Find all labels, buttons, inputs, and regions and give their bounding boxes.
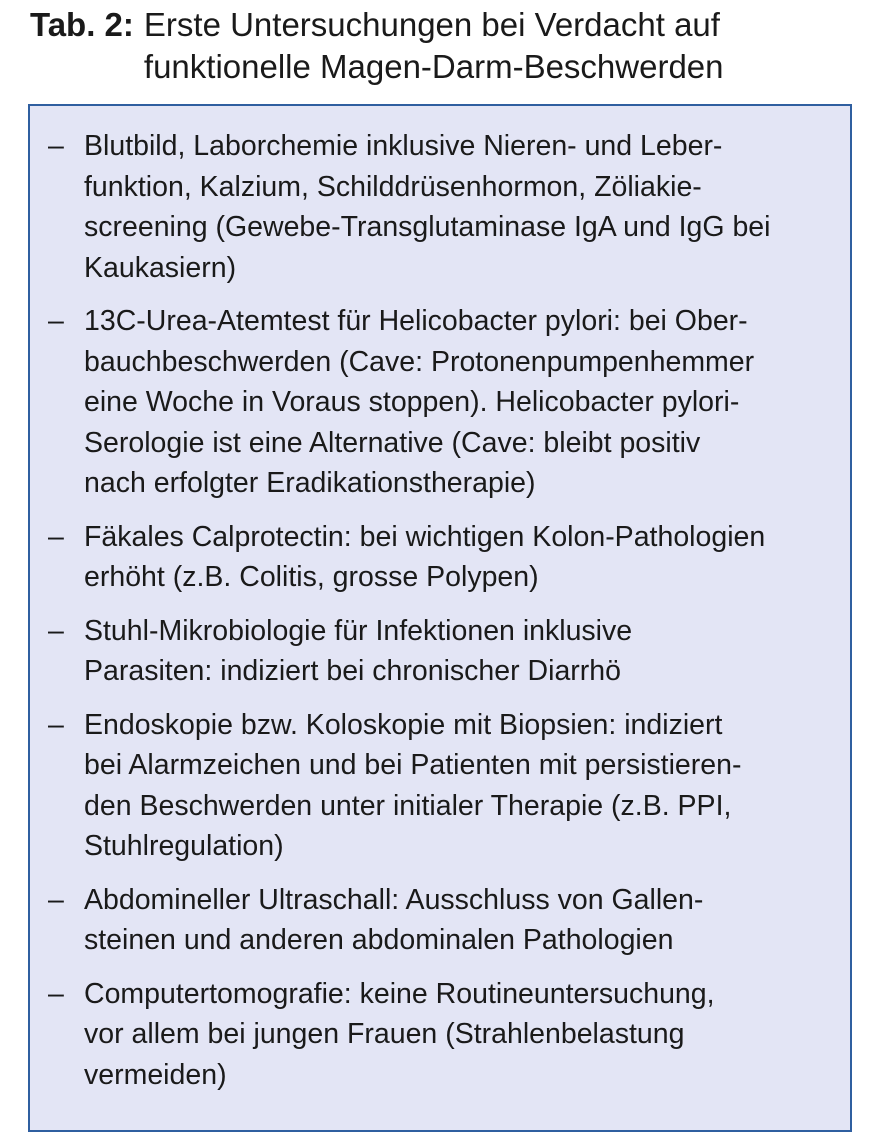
- list-item-text: Abdomineller Ultraschall: Ausschluss von Gallen- steinen und anderen abdominalen Pathologien: [84, 883, 704, 956]
- dash-bullet: –: [48, 305, 64, 337]
- list-item: [48, 126, 836, 288]
- list-item: [48, 705, 836, 867]
- list-item: [48, 880, 836, 961]
- list-item-text: Computertomografie: keine Routineuntersuchung, vor allem bei jungen Frauen (Strahlenbelastung vermeiden): [84, 977, 715, 1091]
- list-item-text: Endoskopie bzw. Koloskopie mit Biopsien: indiziert bei Alarmzeichen und bei Patienten mit persistieren- den Beschwerden unter initialer Therapie (z.B. PPI, Stuhlregulation): [84, 708, 742, 862]
- table-box: [28, 104, 852, 1132]
- list-item-text: Stuhl-Mikrobiologie für Infektionen inklusive Parasiten: indiziert bei chronischer Diarrhö: [84, 614, 633, 687]
- list-item: [48, 517, 836, 598]
- table-title: Erste Untersuchungen bei Verdacht auf funktionelle Magen-Darm-Beschwerden: [143, 6, 724, 85]
- list-item-text: 13C-Urea-Atemtest für Helicobacter pylori: bei Ober- bauchbeschwerden (Cave: Protonenpumpenhemmer eine Woche in Voraus stoppen). Helicobacter pylori- Serologie ist eine Alternative (Cave: bleibt positiv nach erfolgter Eradikationstherapie): [84, 305, 755, 499]
- examination-list: [30, 106, 850, 1095]
- list-item-text: Blutbild, Laborchemie inklusive Nieren- und Leber- funktion, Kalzium, Schilddrüsenhormon, Zöliakie- screening (Gewebe-Transglutaminase IgA und IgG bei Kaukasiern): [84, 130, 771, 284]
- list-item: [48, 301, 836, 504]
- list-item: [48, 611, 836, 692]
- dash-bullet: –: [48, 614, 64, 647]
- dash-bullet: –: [48, 130, 64, 162]
- dash-bullet: –: [48, 883, 64, 916]
- caption-row: [30, 4, 860, 88]
- dash-bullet: –: [48, 708, 64, 741]
- list-item: [48, 974, 836, 1096]
- list-item-text: Fäkales Calprotectin: bei wichtigen Kolon-Pathologien erhöht (z.B. Colitis, grosse Polypen): [84, 520, 766, 593]
- dash-bullet: –: [48, 977, 64, 1010]
- table-label: Tab. 2:: [30, 6, 134, 43]
- dash-bullet: –: [48, 520, 64, 553]
- table-caption: [30, 4, 860, 88]
